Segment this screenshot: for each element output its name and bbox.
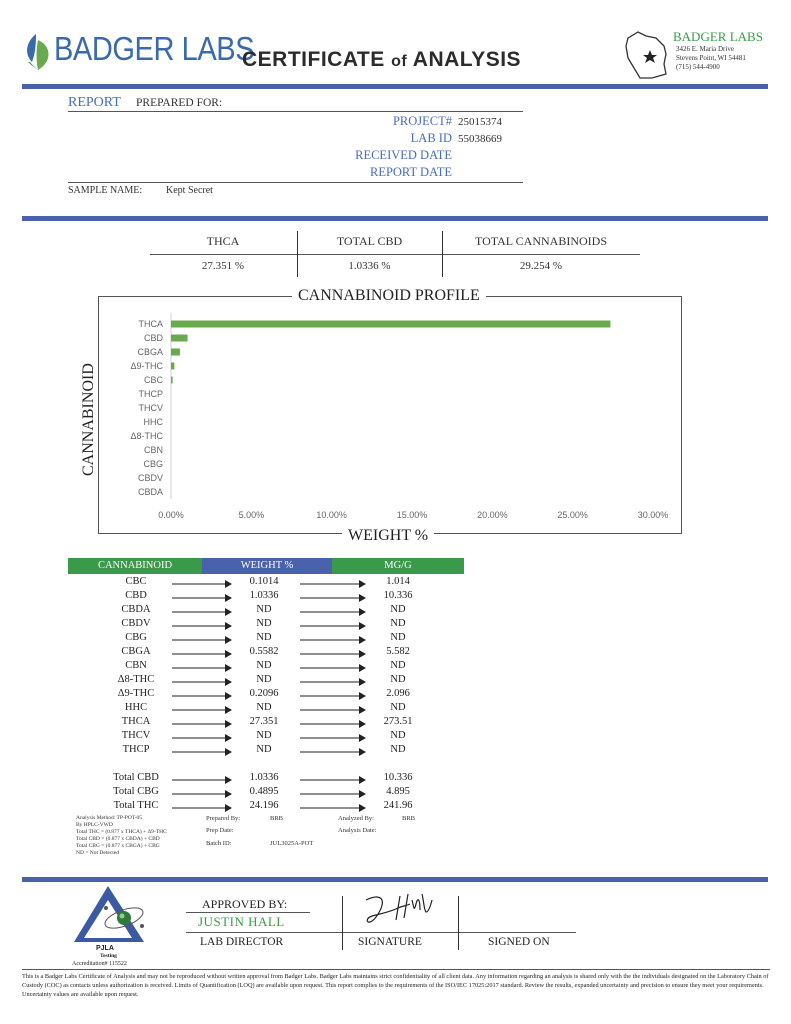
handwritten-signature — [360, 890, 440, 932]
mg-per-g-value: ND — [390, 604, 406, 615]
mg-per-g-value: ND — [390, 618, 406, 629]
title-of: of — [391, 53, 408, 70]
row-arrow-icon — [300, 803, 366, 813]
row-arrow-icon — [172, 691, 232, 701]
signature-label: SIGNATURE — [358, 936, 422, 948]
mg-per-g-value: ND — [390, 660, 406, 671]
mg-per-g-value: ND — [390, 674, 406, 685]
summary-total-cannabinoids-value: 29.254 % — [519, 260, 563, 272]
weight-percent-value: ND — [256, 604, 272, 615]
cannabinoid-name: CBG — [125, 632, 147, 643]
chart-category-label: THCV — [138, 403, 163, 413]
badger-leaf-logo-icon — [22, 32, 54, 74]
chart-x-tick-label: 20.00% — [477, 510, 508, 520]
row-arrow-icon — [300, 621, 366, 631]
wisconsin-map-icon — [622, 28, 674, 82]
cannabinoid-name: THCP — [122, 744, 150, 755]
note-method: Analysis Method: TP-POT-05 — [76, 815, 143, 821]
row-arrow-icon — [172, 803, 232, 813]
weight-percent-value: 1.0336 — [249, 590, 279, 601]
title-certificate: CERTIFICATE — [242, 48, 385, 71]
report-meta-underline — [68, 182, 523, 183]
weight-percent-value: ND — [256, 744, 272, 755]
chart-category-label: Δ8-THC — [130, 431, 163, 441]
footer-disclaimer: This is a Badger Labs Certificate of Analysis and may not be reproduced without written approval from Badger Labs. Badger Labs maintains strict confidentiality of all client data. Any information regarding an analysis is shared only with the the individuals designated on the Laboratory Chain of Custody (COC) as contacts unless authorization is received. Limits of Quantification (LOQ) are available upon request. This report complies to the requirements of the ISO/IEC 17025:2017 standard. Review the results, expanded uncertainty and precision to ensure they meet your requirements. Uncertainty values are available upon request. — [22, 973, 769, 998]
mg-per-g-value: 273.51 — [383, 716, 413, 727]
weight-percent-value: 27.351 — [249, 716, 279, 727]
cannabinoid-name: Δ8-THC — [117, 674, 155, 685]
batch-id-label: Batch ID: — [206, 840, 232, 847]
mg-per-g-value: 1.014 — [386, 576, 410, 587]
row-arrow-icon — [172, 621, 232, 631]
weight-percent-value: ND — [256, 660, 272, 671]
lab-id-value: 55038669 — [458, 133, 502, 145]
chart-x-tick-label: 10.00% — [316, 510, 347, 520]
cannabinoid-profile-chart — [100, 305, 680, 525]
cannabinoid-name: Total CBG — [113, 786, 159, 797]
row-arrow-icon — [172, 719, 232, 729]
chart-category-label: CBGA — [137, 347, 163, 357]
address-line-2: Stevens Point, WI 54481 — [676, 54, 746, 62]
note-total-cbg: Total CBG = (0.877 x CBGA) + CBG — [76, 843, 160, 849]
prepared-for-label: PREPARED FOR: — [136, 97, 223, 109]
analyzed-by-value: BRB — [402, 815, 416, 822]
cannabinoid-name: THCA — [121, 716, 151, 727]
row-arrow-icon — [300, 593, 366, 603]
mg-per-g-value: 241.96 — [383, 800, 413, 811]
row-arrow-icon — [172, 649, 232, 659]
weight-percent-value: ND — [256, 702, 272, 713]
cannabinoid-name: CBN — [125, 660, 147, 671]
summary-vertical-divider-1 — [297, 231, 298, 277]
analysis-date-label: Analysis Date: — [338, 827, 377, 834]
row-arrow-icon — [300, 691, 366, 701]
summary-total-cbd-label: TOTAL CBD — [336, 234, 403, 248]
header-divider — [22, 84, 768, 89]
row-arrow-icon — [172, 607, 232, 617]
row-arrow-icon — [172, 775, 232, 785]
row-arrow-icon — [300, 733, 366, 743]
row-arrow-icon — [172, 635, 232, 645]
chart-category-label: THCA — [138, 319, 163, 329]
signature-line — [186, 932, 576, 933]
batch-id-value: JUL3025A-POT — [270, 840, 314, 847]
row-arrow-icon — [172, 789, 232, 799]
pjla-testing-label: Testing — [100, 953, 117, 959]
summary-thca-value: 27.351 % — [201, 260, 245, 272]
summary-total-cannabinoids-label: TOTAL CANNABINOIDS — [474, 234, 608, 248]
approved-by-underline — [186, 912, 310, 913]
row-arrow-icon — [300, 579, 366, 589]
row-arrow-icon — [172, 677, 232, 687]
section-divider — [22, 216, 768, 221]
chart-category-label: CBDV — [137, 473, 163, 483]
weight-percent-value: 24.196 — [249, 800, 279, 811]
address-line-3: (715) 544-4900 — [676, 63, 720, 71]
report-underline — [68, 111, 523, 112]
mg-per-g-value: ND — [390, 632, 406, 643]
approver-title: LAB DIRECTOR — [200, 936, 284, 948]
project-number-label: PROJECT# — [392, 114, 452, 128]
row-arrow-icon — [300, 663, 366, 673]
report-date-label: REPORT DATE — [369, 165, 452, 179]
row-arrow-icon — [300, 789, 366, 799]
footer-divider — [22, 969, 770, 970]
report-label: REPORT — [68, 95, 121, 110]
cannabinoid-name: THCV — [121, 730, 151, 741]
approver-name: JUSTIN HALL — [198, 914, 285, 929]
table-header-mgg: MG/G — [332, 558, 464, 574]
note-total-thc: Total THC = (0.877 x THCA) + Δ9-THC — [76, 829, 167, 835]
prep-date-label: Prep Date: — [206, 827, 234, 834]
address-company-name: BADGER LABS — [673, 29, 763, 44]
cannabinoid-name: CBC — [125, 576, 147, 587]
cannabinoid-name: CBDV — [121, 618, 151, 629]
weight-percent-value: 0.2096 — [249, 688, 279, 699]
chart-category-label: Δ9-THC — [130, 361, 163, 371]
row-arrow-icon — [300, 719, 366, 729]
chart-x-tick-label: 5.00% — [238, 510, 265, 520]
row-arrow-icon — [300, 607, 366, 617]
weight-percent-value: 0.1014 — [249, 576, 279, 587]
chart-bar — [171, 321, 610, 328]
signature-divider-1 — [342, 896, 343, 950]
weight-percent-value: ND — [256, 674, 272, 685]
row-arrow-icon — [172, 663, 232, 673]
chart-bar — [171, 377, 173, 384]
cannabinoid-name: HHC — [124, 702, 148, 713]
approved-by-label: APPROVED BY: — [202, 897, 288, 911]
row-arrow-icon — [300, 677, 366, 687]
prepared-by-label: Prepared By: — [206, 815, 241, 822]
mg-per-g-value: ND — [390, 730, 406, 741]
accreditation-number: Accreditation# 115522 — [72, 961, 127, 967]
mg-per-g-value: ND — [390, 702, 406, 713]
row-arrow-icon — [172, 747, 232, 757]
mg-per-g-value: 5.582 — [386, 646, 410, 657]
chart-category-label: CBDA — [137, 487, 163, 497]
weight-percent-value: ND — [256, 632, 272, 643]
chart-x-tick-label: 15.00% — [396, 510, 428, 520]
mg-per-g-value: 2.096 — [386, 688, 410, 699]
chart-x-tick-label: 30.00% — [637, 510, 669, 520]
table-header-cannabinoid: CANNABINOID — [68, 558, 202, 574]
chart-bar — [171, 363, 174, 370]
row-arrow-icon — [172, 593, 232, 603]
note-total-cbd: Total CBD = (0.877 x CBDA) + CBD — [76, 836, 160, 842]
pjla-accreditation-logo-icon — [72, 884, 150, 946]
mg-per-g-value: 10.336 — [383, 772, 413, 783]
chart-category-label: CBD — [143, 333, 163, 343]
chart-x-axis-label: WEIGHT % — [342, 527, 434, 545]
weight-percent-value: ND — [256, 618, 272, 629]
sample-name-label: SAMPLE NAME: — [68, 185, 143, 196]
row-arrow-icon — [300, 635, 366, 645]
weight-percent-value: 0.5582 — [249, 646, 279, 657]
summary-divider — [150, 254, 640, 255]
company-logo-text: BADGER LABS — [54, 30, 255, 67]
weight-percent-value: 0.4895 — [249, 786, 279, 797]
weight-percent-value: ND — [256, 730, 272, 741]
note-nd: ND = Not Detected — [76, 850, 119, 856]
address-line-1: 3426 E. Maria Drive — [676, 45, 734, 53]
note-by: By HPLC-VWD — [76, 822, 113, 828]
sample-name-value: Kept Secret — [166, 185, 213, 196]
approval-divider — [22, 877, 768, 882]
cannabinoid-name: CBDA — [121, 604, 151, 615]
table-header-weight: WEIGHT % — [202, 558, 332, 574]
signature-divider-2 — [458, 896, 459, 950]
row-arrow-icon — [300, 775, 366, 785]
chart-x-tick-label: 25.00% — [557, 510, 588, 520]
chart-category-label: THCP — [138, 389, 163, 399]
row-arrow-icon — [300, 705, 366, 715]
row-arrow-icon — [172, 705, 232, 715]
summary-vertical-divider-2 — [442, 231, 443, 277]
project-number-value: 25015374 — [458, 116, 502, 128]
pjla-label: PJLA — [96, 945, 114, 952]
cannabinoid-name: CBD — [125, 590, 147, 601]
lab-id-label: LAB ID — [410, 131, 452, 145]
row-arrow-icon — [172, 579, 232, 589]
mg-per-g-value: ND — [390, 744, 406, 755]
chart-title: CANNABINOID PROFILE — [292, 287, 486, 305]
prepared-by-value: BRB — [270, 815, 284, 822]
weight-percent-value: 1.0336 — [249, 772, 279, 783]
chart-x-tick-label: 0.00% — [158, 510, 184, 520]
document-title — [242, 48, 521, 72]
chart-bar — [171, 349, 180, 356]
chart-category-label: HHC — [143, 417, 163, 427]
signed-on-label: SIGNED ON — [488, 936, 550, 948]
chart-category-label: CBG — [143, 459, 163, 469]
cannabinoid-name: Total CBD — [113, 772, 159, 783]
cannabinoid-name: Total THC — [113, 800, 159, 811]
title-analysis: ANALYSIS — [412, 48, 522, 71]
analyzed-by-label: Analyzed By: — [338, 815, 374, 822]
chart-category-label: CBN — [143, 445, 163, 455]
chart-bar — [171, 335, 188, 342]
mg-per-g-value: 10.336 — [383, 590, 413, 601]
row-arrow-icon — [300, 747, 366, 757]
summary-thca-label: THCA — [206, 234, 240, 248]
chart-category-label: CBC — [143, 375, 163, 385]
row-arrow-icon — [300, 649, 366, 659]
chart-y-axis-label: CANNABINOID — [80, 359, 98, 480]
mg-per-g-value: 4.895 — [386, 786, 410, 797]
summary-total-cbd-value: 1.0336 % — [348, 260, 391, 272]
cannabinoid-name: CBGA — [121, 646, 151, 657]
cannabinoid-name: Δ9-THC — [117, 688, 155, 699]
row-arrow-icon — [172, 733, 232, 743]
received-date-label: RECEIVED DATE — [355, 148, 452, 162]
